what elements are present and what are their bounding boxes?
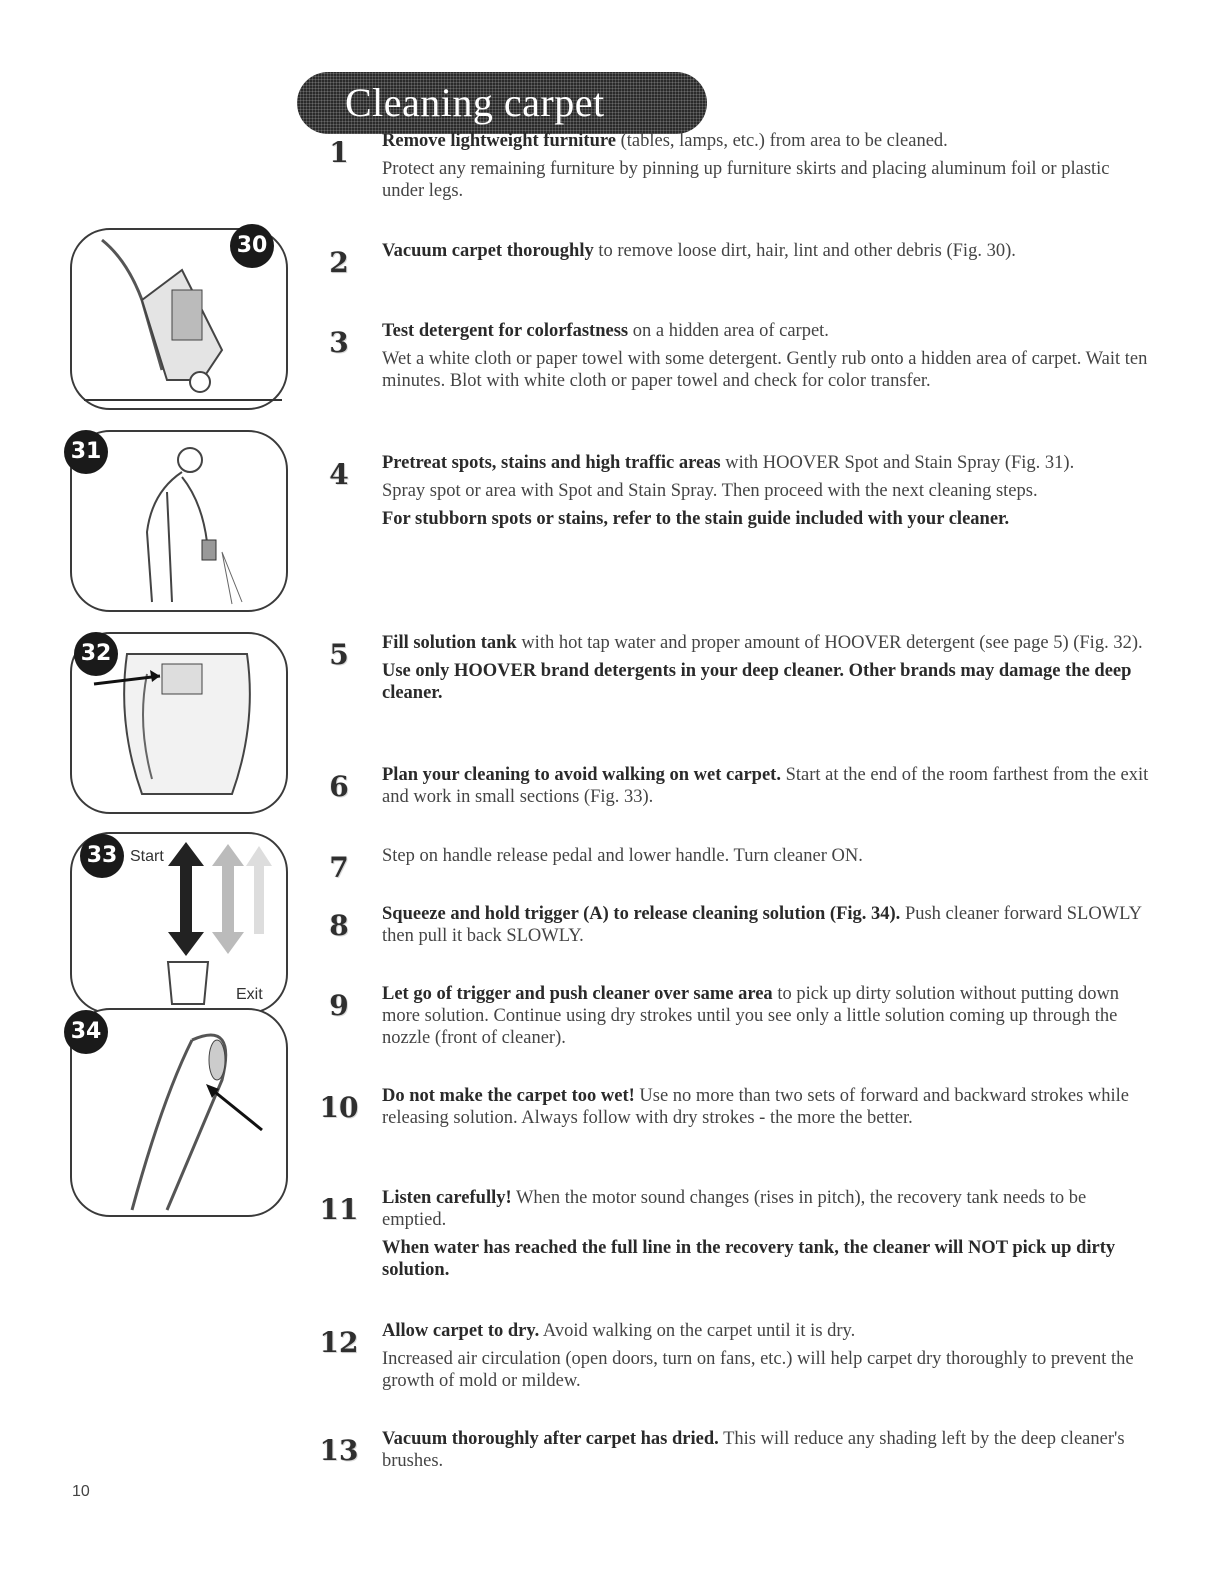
- step-text: When the motor sound changes (rises in pitch), the recovery tank needs to be emptied.: [382, 1188, 1087, 1230]
- figure-badge-31: 31: [64, 430, 108, 474]
- step-heading: Do not make the carpet too wet!: [382, 1086, 635, 1106]
- step-text: Use no more than two sets of forward and backward strokes while releasing solution. Always follow with dry strokes - the more the better.: [382, 1086, 1130, 1128]
- figure-33: [70, 832, 288, 1014]
- step-10: [310, 1085, 1150, 1135]
- handle-trigger-icon: [72, 1010, 286, 1215]
- step-text: to remove loose dirt, hair, lint and other debris (Fig. 30).: [593, 241, 1016, 261]
- step-text: with hot tap water and proper amount of HOOVER detergent (see page 5) (Fig. 32).: [516, 633, 1143, 653]
- vacuum-cleaner-icon: [72, 230, 286, 408]
- figure-badge-33: 33: [80, 834, 124, 878]
- step-detail: Spray spot or area with Spot and Stain Spray. Then proceed with the next cleaning steps.: [382, 481, 1038, 501]
- step-1: [310, 130, 1150, 208]
- step-number: 1: [329, 136, 349, 169]
- step-2: [310, 240, 1150, 279]
- step-number: 13: [319, 1434, 359, 1467]
- step-number: 8: [329, 909, 349, 942]
- step-text: (tables, lamps, etc.) from area to be cleaned.: [615, 131, 948, 151]
- step-heading: Vacuum thoroughly after carpet has dried.: [382, 1429, 719, 1449]
- step-9: [310, 983, 1150, 1055]
- page-number: 10: [72, 1483, 90, 1500]
- page-title: Cleaning carpet: [297, 72, 707, 134]
- step-text: Push cleaner forward SLOWLY then pull it back SLOWLY.: [382, 904, 1142, 946]
- step-heading: Remove lightweight furniture: [382, 131, 616, 151]
- step-number: 12: [319, 1326, 359, 1359]
- step-detail: Wet a white cloth or paper towel with some detergent. Gently rub onto a hidden area of carpet. Wait ten minutes. Blot with white cloth or paper towel and check for color transfer.: [382, 349, 1148, 391]
- figure-30: [70, 228, 288, 410]
- step-13: [310, 1428, 1150, 1478]
- step-number: 5: [329, 638, 349, 671]
- figure-badge-32: 32: [74, 632, 118, 676]
- step-heading: Let go of trigger and push cleaner over same area: [382, 984, 773, 1004]
- step-detail: Protect any remaining furniture by pinning up furniture skirts and placing aluminum foil or plastic under legs.: [382, 159, 1110, 201]
- figure-badge-34: 34: [64, 1010, 108, 1054]
- start-label: Start: [130, 848, 164, 865]
- step-warning: When water has reached the full line in the recovery tank, the cleaner will NOT pick up dirty solution.: [382, 1238, 1116, 1280]
- step-text: Avoid walking on the carpet until it is dry.: [539, 1321, 856, 1341]
- step-heading: Pretreat spots, stains and high traffic areas: [382, 453, 721, 473]
- exit-label: Exit: [236, 986, 263, 1003]
- step-warning: Use only HOOVER brand detergents in your deep cleaner. Other brands may damage the deep cleaner.: [382, 661, 1132, 703]
- step-5: [310, 632, 1150, 710]
- step-heading: Allow carpet to dry.: [382, 1321, 540, 1341]
- step-3: [310, 320, 1150, 398]
- step-heading: Fill solution tank: [382, 633, 517, 653]
- step-7: [310, 845, 1150, 884]
- step-text: to pick up dirty solution without putting down more solution. Continue using dry strokes until you see only a little solution coming up through the nozzle (front of cleaner).: [382, 984, 1120, 1048]
- solution-tank-icon: [72, 634, 286, 812]
- step-detail: Increased air circulation (open doors, turn on fans, etc.) will help carpet dry thoroughly to prevent the growth of mold or mildew.: [382, 1349, 1134, 1391]
- step-11: [310, 1187, 1150, 1287]
- step-heading: Plan your cleaning to avoid walking on wet carpet.: [382, 765, 781, 785]
- step-number: 10: [319, 1091, 359, 1124]
- step-number: 2: [329, 246, 349, 279]
- step-8: [310, 903, 1150, 953]
- step-warning: For stubborn spots or stains, refer to the stain guide included with your cleaner.: [382, 509, 1010, 529]
- figure-32: [70, 632, 288, 814]
- step-heading: Listen carefully!: [382, 1188, 512, 1208]
- step-heading: Squeeze and hold trigger (A) to release cleaning solution (Fig. 34).: [382, 904, 901, 924]
- step-number: 4: [329, 458, 349, 491]
- figure-31: [70, 430, 288, 612]
- stroke-arrows-icon: [72, 834, 286, 1012]
- step-4: [310, 452, 1150, 536]
- step-number: 6: [329, 770, 349, 803]
- step-heading: Vacuum carpet thoroughly: [382, 241, 594, 261]
- step-text: Step on handle release pedal and lower handle. Turn cleaner ON.: [382, 846, 863, 866]
- step-12: [310, 1320, 1150, 1398]
- step-heading: Test detergent for colorfastness: [382, 321, 629, 341]
- figure-badge-30: 30: [230, 224, 274, 268]
- step-text: Start at the end of the room farthest from the exit and work in small sections (Fig. 33).: [382, 765, 1149, 807]
- step-text: with HOOVER Spot and Stain Spray (Fig. 31).: [720, 453, 1075, 473]
- step-number: 11: [319, 1193, 359, 1226]
- person-spraying-icon: [72, 432, 286, 610]
- step-text: on a hidden area of carpet.: [628, 321, 829, 341]
- step-number: 7: [329, 851, 349, 884]
- step-text: This will reduce any shading left by the deep cleaner's brushes.: [382, 1429, 1125, 1471]
- step-number: 3: [329, 326, 349, 359]
- step-6: [310, 764, 1150, 814]
- figure-34: [70, 1008, 288, 1217]
- step-number: 9: [329, 989, 349, 1022]
